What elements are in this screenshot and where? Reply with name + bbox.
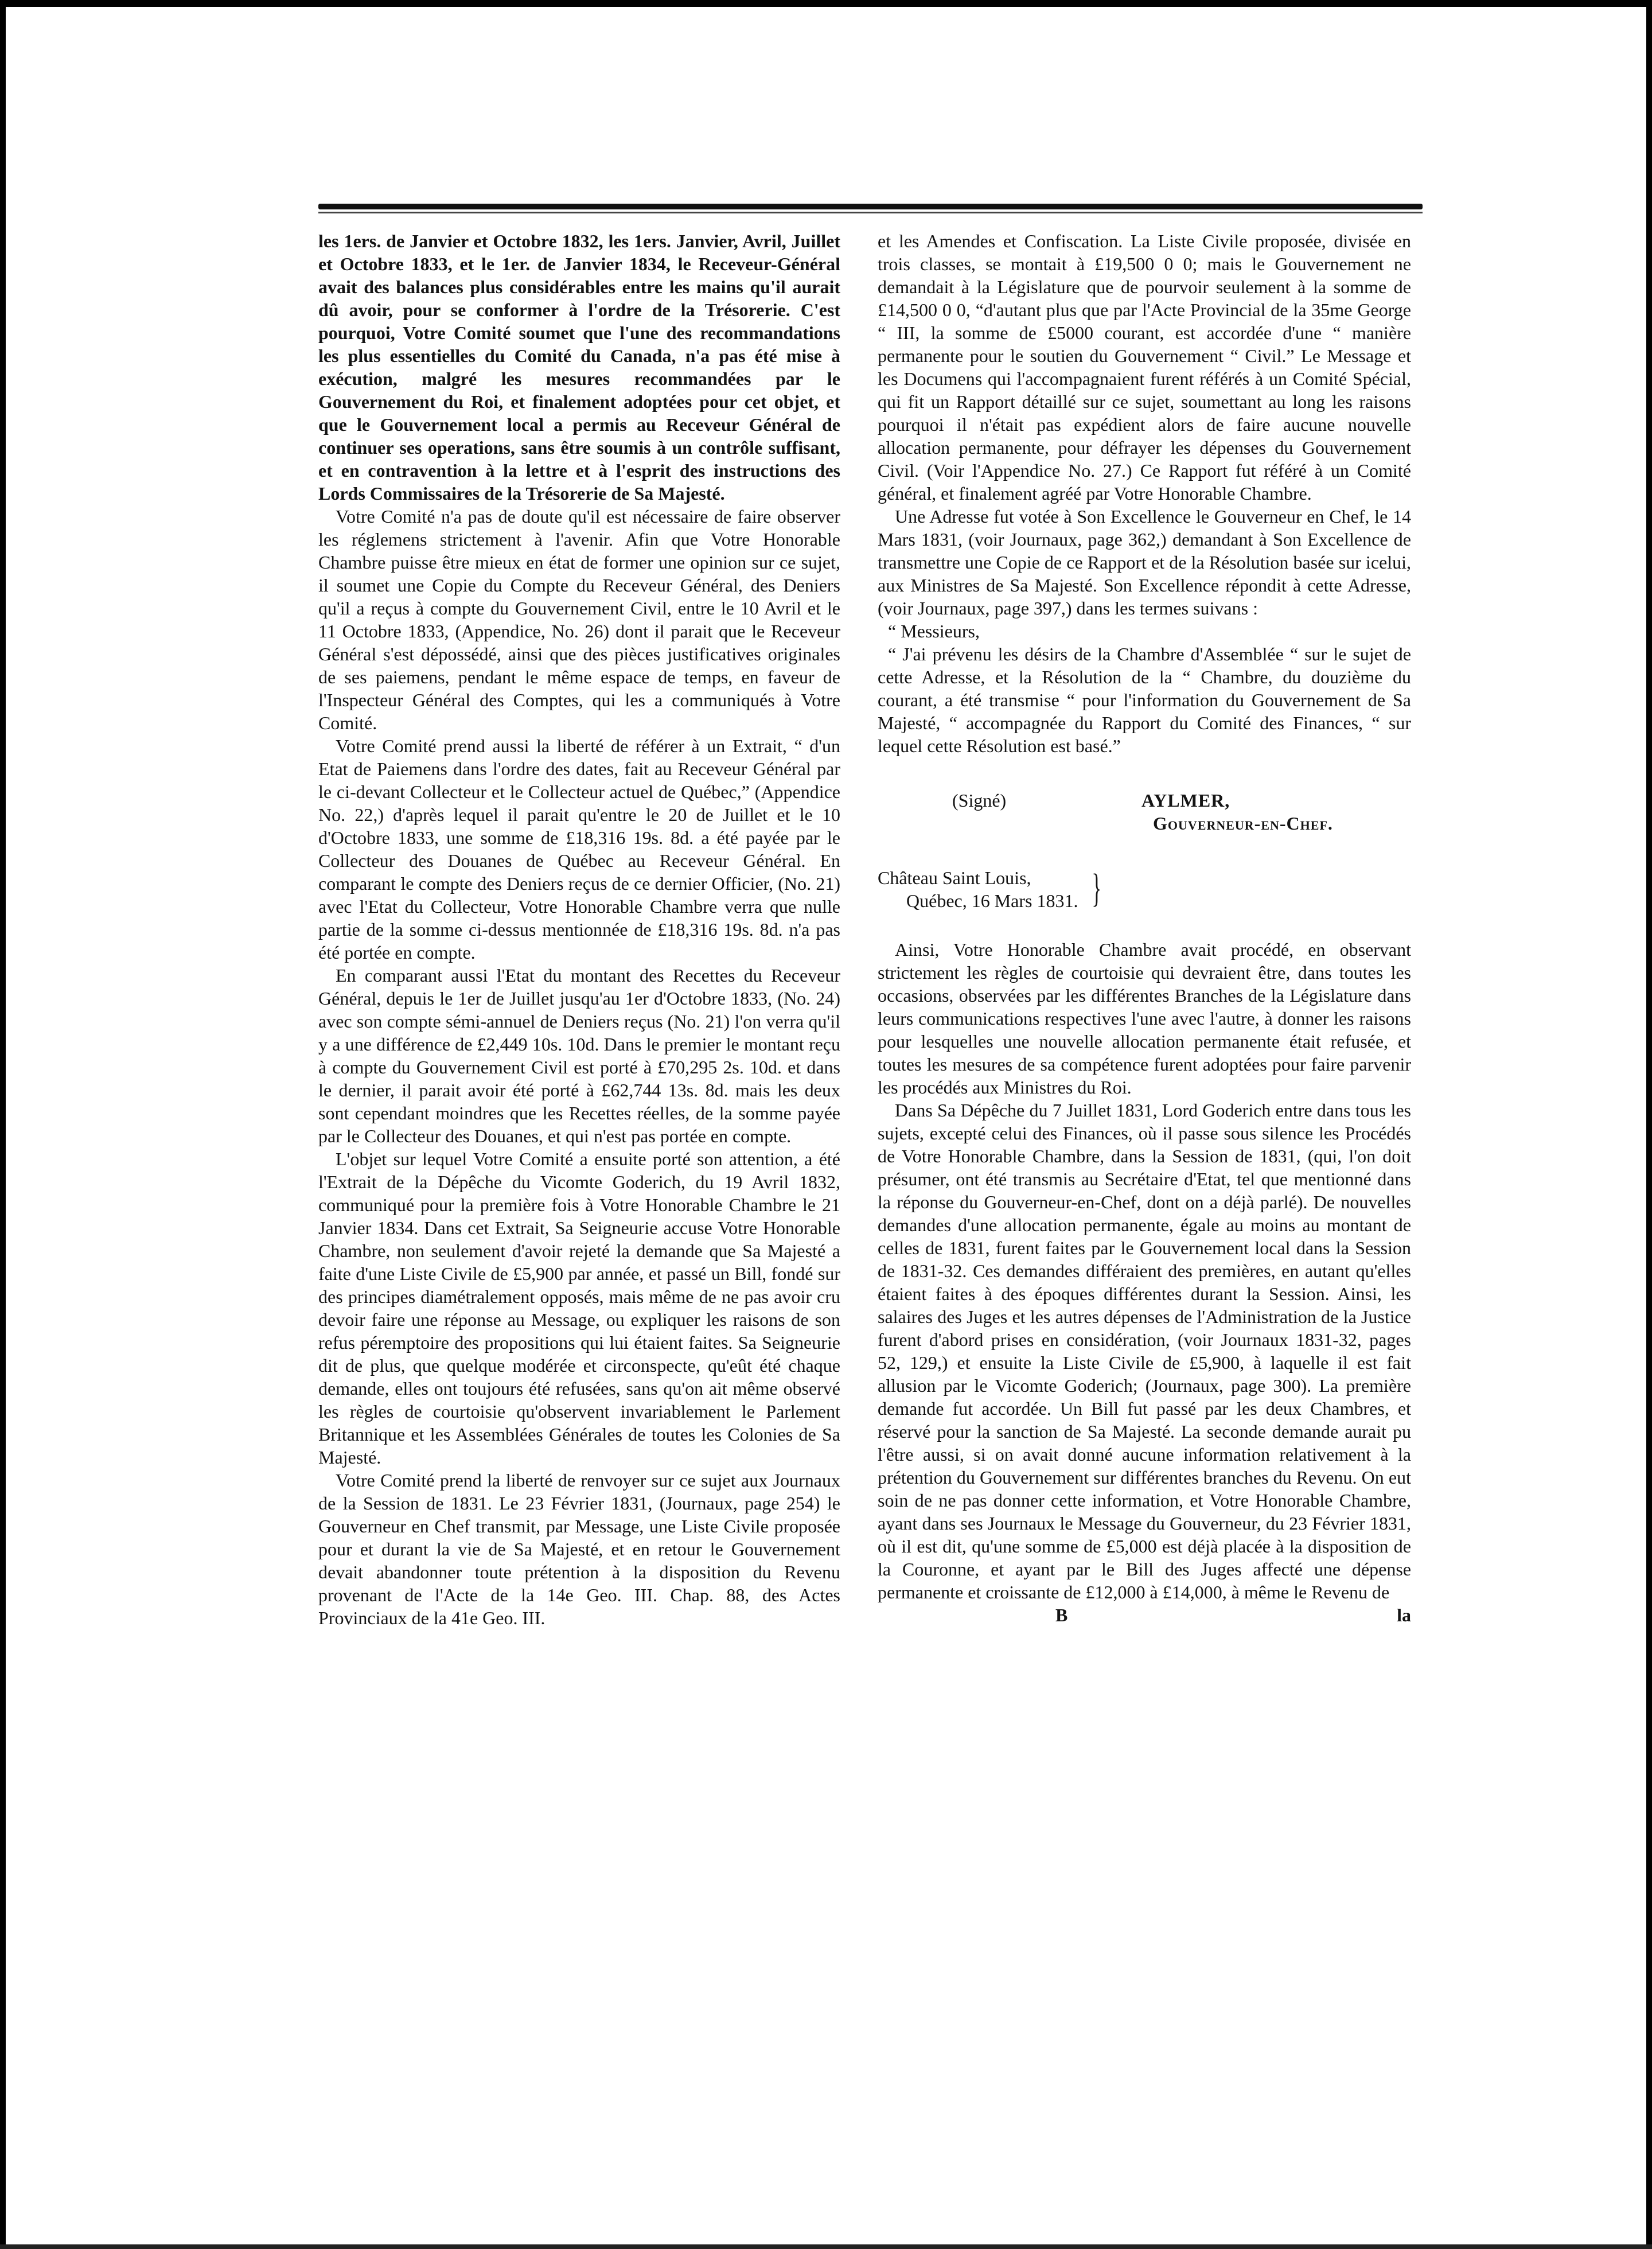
paragraph-ainsi: Ainsi, Votre Honorable Chambre avait procédé, en observant strictement les règles de courtoisie qui devraient être, dans toutes les occasions, observées par les différentes Branches de la Législature dans leurs communications respectives l'une avec l'autre, à donner les raisons pour lesquelles une nouvelle allocation permanente était refusée, et toutes les mesures de sa compétence furent adoptées pour faire parvenir les procédés aux Ministres du Roi. xyxy=(878,939,1411,1098)
signed-label: (Signé) xyxy=(952,790,1007,811)
catchword: la xyxy=(1397,1605,1411,1625)
scan-border-top xyxy=(0,0,1652,7)
paragraph-4: En comparant aussi l'Etat du montant des Recettes du Receveur Général, depuis le 1er de Juillet jusqu'au 1er d'Octobre 1833, (No. 24) avec son compte sémi-annuel de Deniers reçus (No. 21) l'on verra qu'il y a une différence de £2,449 10s. 10d. Dans le premier le montant reçu à compte du Gouvernement Civil est porté à £70,295 2s. 10d. et dans le dernier, il parait avoir été porté à £62,744 13s. 8d. mais les deux sont cependant moindres que les Recettes réelles, de la somme payée par le Collecteur des Douanes, et qui n'est pas portée en compte. xyxy=(318,965,840,1146)
signatory-title: Gouverneur-en-Chef. xyxy=(1153,813,1333,834)
paragraph-1: les 1ers. de Janvier et Octobre 1832, les 1ers. Janvier, Avril, Juillet et Octobre 1833, et le 1er. de Janvier 1834, le Receveur-Général avait des balances plus considérables entre les mains qu'il aurait dû avoir, pour se conformer à l'ordre de la Trésorerie. C'est pourquoi, Votre Comité soumet que l'une des recommandations les plus essentielles du Comité du Canada, n'a pas été mise à exécution, malgré les mesures recommandées par le Gouvernement du Roi, et finalement adoptées pour cet objet, et que le Gouvernement local a permis au Receveur Général de continuer ses operations, sans être soumis à un contrôle suffisant, et en contravention à la lettre et à l'esprit des instructions des Lords Commissaires de la Trésorerie de Sa Majesté. xyxy=(318,231,840,504)
header-rule-thin xyxy=(318,212,1423,213)
header-rule xyxy=(318,204,1423,209)
signature-mark: B xyxy=(1055,1605,1068,1625)
signature-block xyxy=(878,789,1411,841)
paragraph-continued: et les Amendes et Confiscation. La Liste Civile proposée, divisée en trois classes, se montait à £19,500 0 0; mais le Gouvernement ne demandait à la Législature que de pourvoir seulement à la somme de £14,500 0 0, “d'autant plus que par l'Acte Provincial de la 35me George “ III, la somme de £5000 courant, est accordée d'une “ manière permanente pour le soutien du Gouvernement “ Civil.” Le Message et les Documens qui l'accompagnaient furent référés à un Comité Spécial, qui fit un Rapport détaillé sur ce sujet, soumettant au long les raisons pourquoi il n'était pas expédient alors de faire aucune nouvelle allocation permanente, pour défrayer les dépenses du Gouvernement Civil. (Voir l'Appendice No. 27.) Ce Rapport fut référé à un Comité général, et finalement agréé par Votre Honorable Chambre. xyxy=(878,231,1411,504)
dateline-place: Château Saint Louis, xyxy=(878,867,1031,888)
paragraph-3: Votre Comité prend aussi la liberté de référer à un Extrait, “ d'un Etat de Paiemens dans l'ordre des dates, fait au Receveur Général par le ci-devant Collecteur et le Collecteur actuel de Québec,” (Appendice No. 22,) d'après lequel il parait qu'entre le 20 de Juillet et le 10 d'Octobre 1833, une somme de £18,316 19s. 8d. a été payée par le Collecteur des Douanes de Québec au Receveur Général. En comparant le compte des Deniers reçus de ce dernier Officier, (No. 21) avec l'Etat du Collecteur, Votre Honorable Chambre verra que nulle partie de la somme ci-dessus mentionnée de £18,316 19s. 8d. n'a pas été portée en compte. xyxy=(318,736,840,963)
quote-salutation: “ Messieurs, xyxy=(888,621,980,641)
quoted-reply xyxy=(878,620,1411,757)
paragraph-depeche: Dans Sa Dépêche du 7 Juillet 1831, Lord Goderich entre dans tous les sujets, excepté celui des Finances, où il passe sous silence les Procédés de Votre Honorable Chambre, dans la Session de 1831, (qui, l'on doit présumer, ont été transmis au Secrétaire d'Etat, tel que mentionné dans la réponse du Gouverneur-en-Chef, dont on a déjà parlé). De nouvelles demandes d'une allocation permanente, égale au moins au montant de celles de 1831, furent faites par le Gouvernement local dans la Session de 1831-32. Ces demandes différaient des premières, en autant qu'elles étaient faites à des époques différentes durant la Session. Ainsi, les salaires des Juges et les autres dépenses de l'Administration de la Justice furent d'abord prises en considération, (voir Journaux 1831-32, pages 52, 129,) et ensuite la Liste Civile de £5,900, à laquelle il est fait allusion par le Vicomte Goderich; (Journaux, page 300). La première demande fut accordée. Un Bill fut passé par les deux Chambres, et réservé pour la sanction de Sa Majesté. La seconde demande aurait pu l'être aussi, si on avait donné aucune information relativement à la prétention du Gouvernement sur différentes branches du Revenu. On eut soin de ne pas donner cette information, et Votre Honorable Chambre, ayant dans ses Journaux le Message du Gouverneur, du 23 Février 1831, où il est dit, qu'une somme de £5,000 est déjà placée à la disposition de la Couronne, et ayant par le Bill des Juges affecté une dépense permanente et croissante de £12,000 à £14,000, à même le Revenu de xyxy=(878,1100,1411,1602)
page-footer xyxy=(878,1604,1411,1627)
quote-body: “ J'ai prévenu les désirs de la Chambre d'Assemblée “ sur le sujet de cette Adresse, et la Résolution de la “ Chambre, du douzième du courant, a été transmise “ pour l'information du Gouvernement de Sa Majesté, “ accompagnée du Rapport du Comité des Finances, “ sur lequel cette Résolution est basé.” xyxy=(878,644,1411,756)
brace-glyph: } xyxy=(1092,866,1102,911)
scan-border-bottom xyxy=(0,2244,1652,2249)
dateline-city-date: Québec, 16 Mars 1831. xyxy=(906,890,1078,911)
paragraph-5: L'objet sur lequel Votre Comité a ensuite porté son attention, a été l'Extrait de la Dépêche du Vicomte Goderich, du 19 Avril 1832, communiqué pour la première fois à Votre Honorable Chambre le 21 Janvier 1834. Dans cet Extrait, Sa Seigneurie accuse Votre Honorable Chambre, non seulement d'avoir rejeté la demande que Sa Majesté a faite d'une Liste Civile de £5,900 par année, et passé un Bill, fondé sur des principes diamétralement opposés, mais même de ne pas avoir cru devoir faire une réponse au Message, ou expliquer les raisons de son refus péremptoire des propositions qui lui étaient faites. Sa Seigneurie dit de plus, que quelque modérée et circonspecte, qu'eût été chaque demande, elles ont toujours été refusées, sans qu'on ait même observé les règles de courtoisie qu'observent invariablement le Parlement Britannique et les Assemblées Générales de toutes les Colonies de Sa Majesté. xyxy=(318,1149,840,1468)
paragraph-adresse: Une Adresse fut votée à Son Excellence le Gouverneur en Chef, le 14 Mars 1831, (voir Journaux, page 362,) demandant à Son Excellence de transmettre une Copie de ce Rapport et de la Résolution basée sur icelui, aux Ministres de Sa Majesté. Son Excellence répondit à cette Adresse, (voir Journaux, page 397,) dans les termes suivans : xyxy=(878,506,1411,618)
right-column xyxy=(878,229,1411,1627)
dateline xyxy=(878,866,1411,921)
paragraph-6: Votre Comité prend la liberté de renvoyer sur ce sujet aux Journaux de la Session de 1831. Le 23 Février 1831, (Journaux, page 254) le Gouverneur en Chef transmit, par Message, une Liste Civile proposée pour et durant la vie de Sa Majesté, et en retour le Gouvernement devait abandonner toute prétention à la disposition du Revenu provenant de l'Acte de la 14e Geo. III. Chap. 88, des Actes Provinciaux de la 41e Geo. III. xyxy=(318,1470,840,1628)
signatory-name: AYLMER, xyxy=(1141,790,1230,811)
scan-border-left xyxy=(0,0,6,2249)
scan-border-right xyxy=(1646,0,1652,2249)
paragraph-2: Votre Comité n'a pas de doute qu'il est nécessaire de faire observer les réglemens strictement à l'avenir. Afin que Votre Honorable Chambre puisse être mieux en état de former une opinion sur ce sujet, il soumet une Copie du Compte du Receveur Général, des Deniers qu'il a reçus à compte du Gouvernement Civil, entre le 10 Avril et le 11 Octobre 1833, (Appendice, No. 26) dont il parait que le Receveur Général s'est dépossédé, ainsi que des pièces justificatives originales de ses paiemens, pendant le même espace de temps, en faveur de l'Inspecteur Général des Comptes, qui les a communiqués à Votre Comité. xyxy=(318,506,840,733)
left-column xyxy=(318,229,840,1629)
